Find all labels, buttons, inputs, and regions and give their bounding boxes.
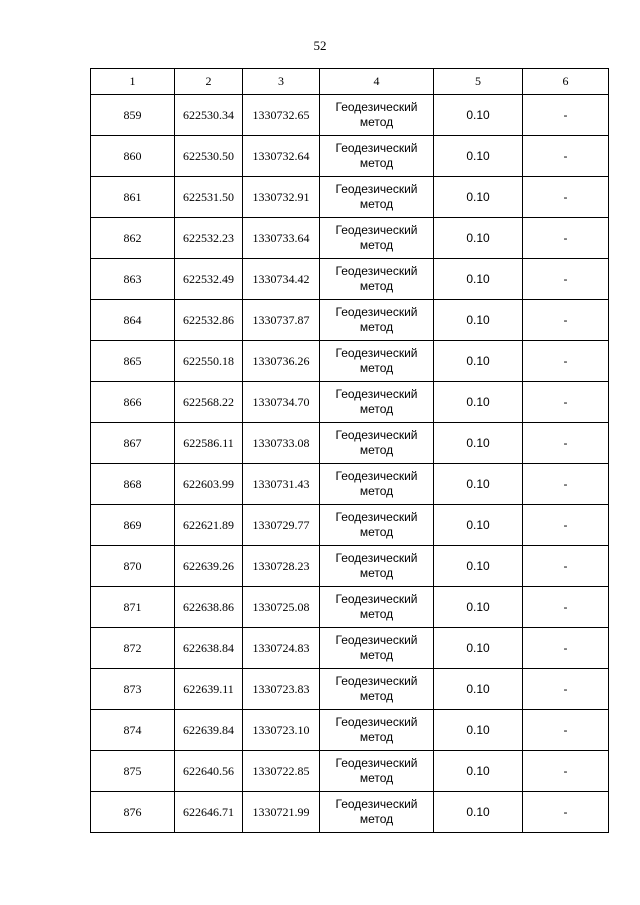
method-line-2: метод [359,115,394,129]
note-cell: - [523,710,609,751]
method-cell [320,792,434,833]
accuracy-cell: 0.10 [434,423,523,464]
y-coordinate-cell: 1330736.26 [243,341,320,382]
table-row [91,792,609,833]
method-line-2: метод [359,402,394,416]
note-cell: - [523,423,609,464]
method-line-1: Геодезический [335,428,418,442]
table-row [91,464,609,505]
y-coordinate-cell: 1330732.65 [243,95,320,136]
point-number-cell: 875 [91,751,175,792]
table-row [91,587,609,628]
accuracy-cell: 0.10 [434,669,523,710]
x-coordinate-cell: 622646.71 [175,792,243,833]
note-cell: - [523,505,609,546]
header-col-6: 6 [523,69,609,95]
point-number-cell: 861 [91,177,175,218]
header-col-1: 1 [91,69,175,95]
point-number-cell: 865 [91,341,175,382]
point-number-cell: 872 [91,628,175,669]
method-cell [320,710,434,751]
method-line-2: метод [359,525,394,539]
y-coordinate-cell: 1330734.70 [243,382,320,423]
table-row [91,300,609,341]
method-line-2: метод [359,361,394,375]
y-coordinate-cell: 1330731.43 [243,464,320,505]
y-coordinate-cell: 1330724.83 [243,628,320,669]
point-number-cell: 863 [91,259,175,300]
x-coordinate-cell: 622638.84 [175,628,243,669]
method-cell [320,546,434,587]
header-col-5: 5 [434,69,523,95]
method-line-2: метод [359,607,394,621]
x-coordinate-cell: 622531.50 [175,177,243,218]
method-line-2: метод [359,484,394,498]
method-line-1: Геодезический [335,100,418,114]
method-line-2: метод [359,197,394,211]
point-number-cell: 867 [91,423,175,464]
method-line-1: Геодезический [335,223,418,237]
method-line-1: Геодезический [335,387,418,401]
note-cell: - [523,587,609,628]
table-row [91,177,609,218]
table-row [91,423,609,464]
method-cell [320,300,434,341]
x-coordinate-cell: 622639.11 [175,669,243,710]
accuracy-cell: 0.10 [434,136,523,177]
accuracy-cell: 0.10 [434,505,523,546]
method-line-1: Геодезический [335,551,418,565]
page-number: 52 [313,38,327,53]
method-cell [320,464,434,505]
table-row [91,751,609,792]
method-cell [320,751,434,792]
x-coordinate-cell: 622532.23 [175,218,243,259]
method-line-1: Геодезический [335,469,418,483]
y-coordinate-cell: 1330733.08 [243,423,320,464]
note-cell: - [523,751,609,792]
accuracy-cell: 0.10 [434,341,523,382]
method-line-1: Геодезический [335,510,418,524]
y-coordinate-cell: 1330733.64 [243,218,320,259]
method-line-1: Геодезический [335,182,418,196]
table-row [91,382,609,423]
method-line-1: Геодезический [335,346,418,360]
header-col-4: 4 [320,69,434,95]
method-line-2: метод [359,279,394,293]
method-line-2: метод [359,320,394,334]
accuracy-cell: 0.10 [434,177,523,218]
method-cell [320,587,434,628]
table-row [91,505,609,546]
method-line-1: Геодезический [335,756,418,770]
x-coordinate-cell: 622586.11 [175,423,243,464]
y-coordinate-cell: 1330723.10 [243,710,320,751]
y-coordinate-cell: 1330723.83 [243,669,320,710]
method-cell [320,218,434,259]
point-number-cell: 859 [91,95,175,136]
point-number-cell: 860 [91,136,175,177]
point-number-cell: 871 [91,587,175,628]
note-cell: - [523,628,609,669]
point-number-cell: 870 [91,546,175,587]
accuracy-cell: 0.10 [434,710,523,751]
accuracy-cell: 0.10 [434,628,523,669]
accuracy-cell: 0.10 [434,792,523,833]
method-line-2: метод [359,730,394,744]
x-coordinate-cell: 622550.18 [175,341,243,382]
method-cell [320,136,434,177]
method-line-2: метод [359,771,394,785]
table-row [91,710,609,751]
y-coordinate-cell: 1330725.08 [243,587,320,628]
method-cell [320,669,434,710]
x-coordinate-cell: 622621.89 [175,505,243,546]
method-line-2: метод [359,443,394,457]
accuracy-cell: 0.10 [434,587,523,628]
accuracy-cell: 0.10 [434,300,523,341]
x-coordinate-cell: 622532.49 [175,259,243,300]
table-row [91,259,609,300]
y-coordinate-cell: 1330734.42 [243,259,320,300]
method-line-1: Геодезический [335,674,418,688]
note-cell: - [523,177,609,218]
accuracy-cell: 0.10 [434,259,523,300]
accuracy-cell: 0.10 [434,546,523,587]
method-line-1: Геодезический [335,264,418,278]
point-number-cell: 869 [91,505,175,546]
table-row [91,136,609,177]
x-coordinate-cell: 622640.56 [175,751,243,792]
table-row [91,341,609,382]
note-cell: - [523,464,609,505]
note-cell: - [523,546,609,587]
accuracy-cell: 0.10 [434,751,523,792]
note-cell: - [523,382,609,423]
note-cell: - [523,341,609,382]
point-number-cell: 866 [91,382,175,423]
method-cell [320,95,434,136]
x-coordinate-cell: 622530.50 [175,136,243,177]
method-line-2: метод [359,566,394,580]
accuracy-cell: 0.10 [434,464,523,505]
accuracy-cell: 0.10 [434,218,523,259]
y-coordinate-cell: 1330732.64 [243,136,320,177]
note-cell: - [523,259,609,300]
y-coordinate-cell: 1330722.85 [243,751,320,792]
y-coordinate-cell: 1330728.23 [243,546,320,587]
y-coordinate-cell: 1330732.91 [243,177,320,218]
point-number-cell: 873 [91,669,175,710]
note-cell: - [523,669,609,710]
x-coordinate-cell: 622638.86 [175,587,243,628]
x-coordinate-cell: 622639.84 [175,710,243,751]
header-col-3: 3 [243,69,320,95]
point-number-cell: 864 [91,300,175,341]
note-cell: - [523,218,609,259]
method-line-2: метод [359,156,394,170]
note-cell: - [523,136,609,177]
method-cell [320,382,434,423]
method-cell [320,177,434,218]
table-row [91,628,609,669]
method-cell [320,505,434,546]
x-coordinate-cell: 622530.34 [175,95,243,136]
y-coordinate-cell: 1330737.87 [243,300,320,341]
note-cell: - [523,792,609,833]
method-line-2: метод [359,689,394,703]
method-line-2: метод [359,812,394,826]
method-line-2: метод [359,238,394,252]
method-line-1: Геодезический [335,633,418,647]
coordinates-table [90,68,609,833]
method-cell [320,423,434,464]
table-row [91,95,609,136]
accuracy-cell: 0.10 [434,382,523,423]
point-number-cell: 876 [91,792,175,833]
table-header-row [91,69,609,95]
point-number-cell: 862 [91,218,175,259]
note-cell: - [523,95,609,136]
x-coordinate-cell: 622639.26 [175,546,243,587]
method-line-1: Геодезический [335,141,418,155]
method-line-2: метод [359,648,394,662]
method-cell [320,341,434,382]
point-number-cell: 868 [91,464,175,505]
accuracy-cell: 0.10 [434,95,523,136]
method-line-1: Геодезический [335,797,418,811]
table-row [91,218,609,259]
table-row [91,546,609,587]
method-cell [320,259,434,300]
method-line-1: Геодезический [335,592,418,606]
method-cell [320,628,434,669]
y-coordinate-cell: 1330721.99 [243,792,320,833]
method-line-1: Геодезический [335,715,418,729]
note-cell: - [523,300,609,341]
method-line-1: Геодезический [335,305,418,319]
y-coordinate-cell: 1330729.77 [243,505,320,546]
x-coordinate-cell: 622532.86 [175,300,243,341]
x-coordinate-cell: 622603.99 [175,464,243,505]
x-coordinate-cell: 622568.22 [175,382,243,423]
table-row [91,669,609,710]
point-number-cell: 874 [91,710,175,751]
table-body [91,95,609,833]
header-col-2: 2 [175,69,243,95]
